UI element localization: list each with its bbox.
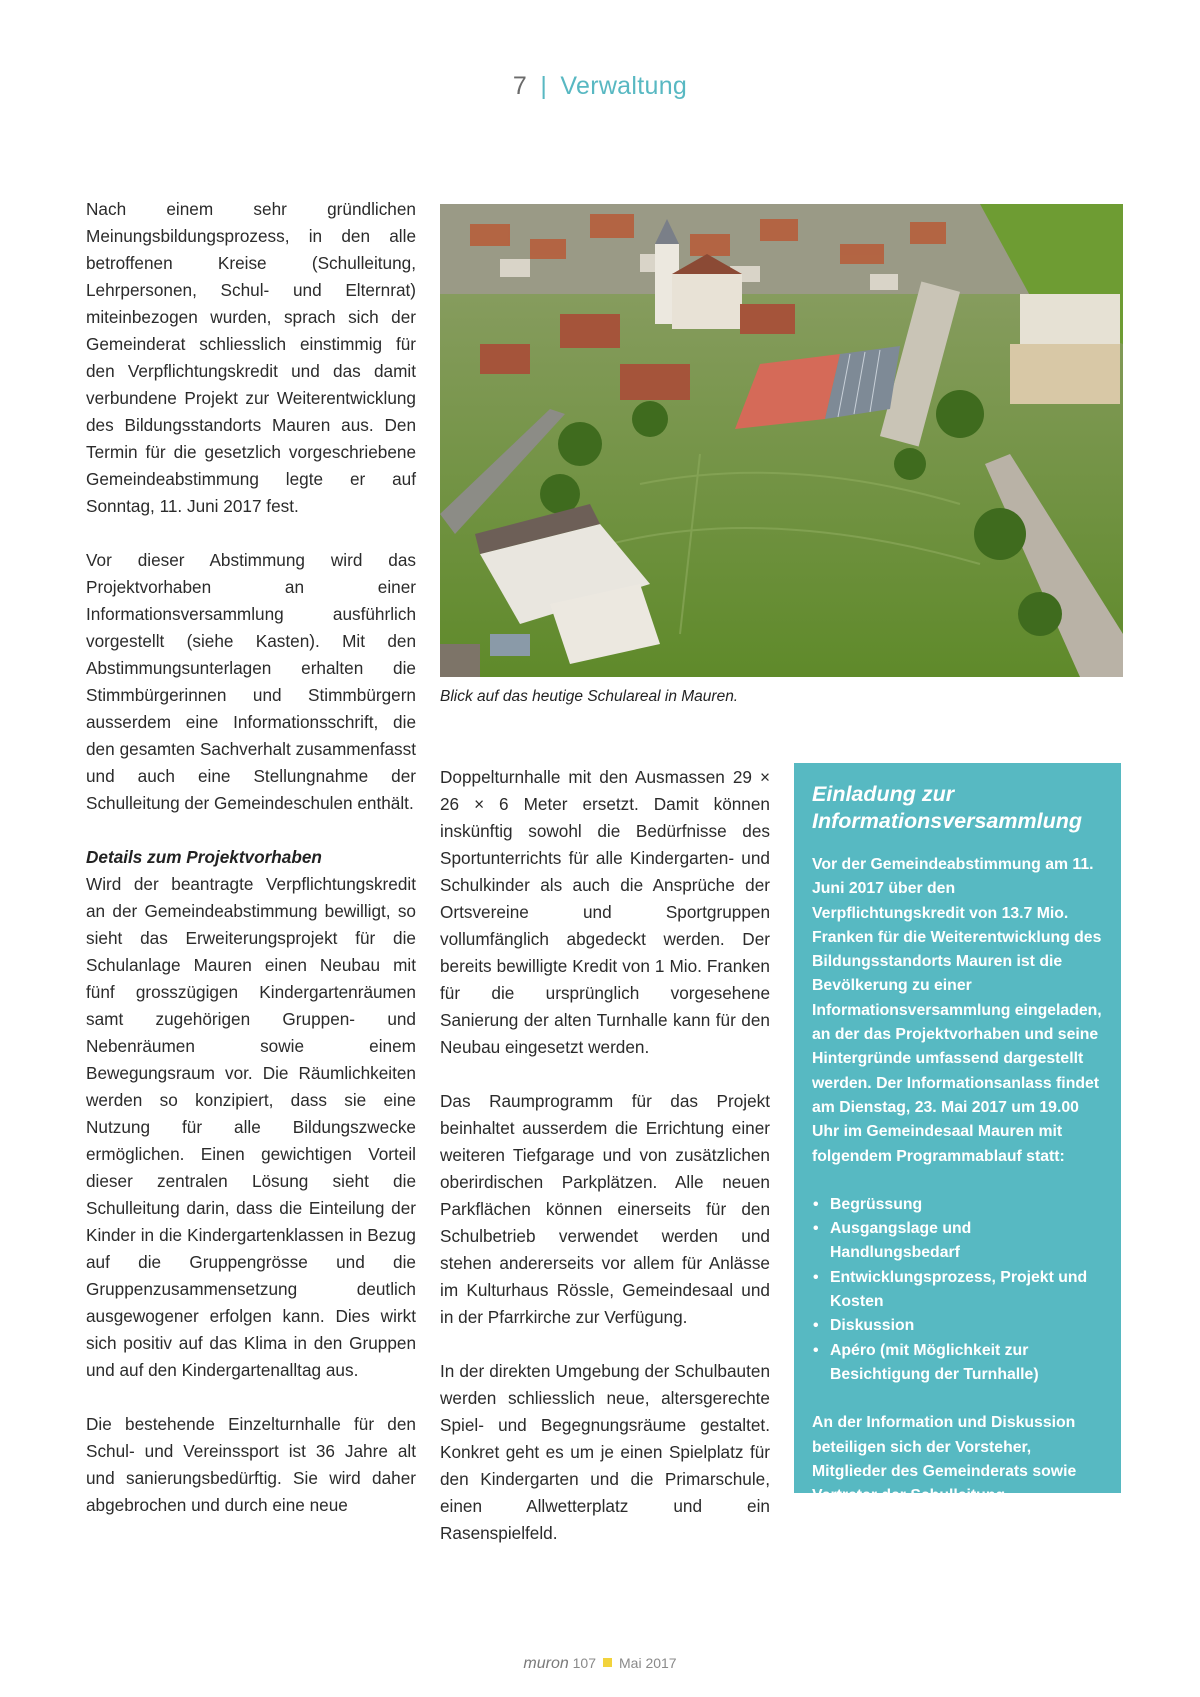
page-number: 7 <box>512 72 528 100</box>
list-item: • Entwicklungsprozess, Projekt und Kosten <box>812 1266 1103 1315</box>
list-item: • Begrüssung <box>812 1193 1103 1217</box>
info-box-title <box>812 781 1103 835</box>
section-title: Verwaltung <box>560 72 688 100</box>
footer-date: Mai 2017 <box>619 1655 677 1671</box>
paragraph: Doppelturnhalle mit den Ausmassen 29 × 26 × 6 Meter ersetzt. Damit können inskünftig sowohl die Bedürfnisse des Sportunterrichts für alle Kindergarten- und Schulkinder als auch die Ansprüche der Ortsvereine und Sportgruppen vollumfänglich abgedeckt werden. Der bereits bewilligte Kredit von 1 Mio. Franken für die ursprünglich vorgesehene Sanierung der alten Turnhalle kann für den Neubau eingesetzt werden. <box>440 767 770 1057</box>
footer-brand: muron <box>523 1655 569 1672</box>
info-box-outro: An der Information und Diskussion beteiligen sich der Vorsteher, Mitglieder des Gemeinderats sowie Vertreter der Schulleitung (Primarschule und Kindergarten), des Schul- und Elternrats und der Bauverwaltung. <box>812 1414 1095 1578</box>
paragraph: Nach einem sehr gründlichen Meinungsbildungsprozess, in den alle betroffenen Kreise (Schulleitung, Lehrpersonen, Schul- und Elternrat) miteinbezogen wurden, sprach sich der Gemeinderat schliesslich einstimmig für den Verpflichtungskredit und das damit verbundene Projekt zur Weiterentwicklung des Bildungsstandorts Mauren aus. Den Termin für die gesetzlich vorgeschriebene Gemeindeabstimmung legte er auf Sonntag, 11. Juni 2017 fest. <box>86 199 416 516</box>
text-column-middle <box>440 764 770 1547</box>
header-separator: | <box>540 72 548 100</box>
program-list <box>812 1193 1103 1387</box>
text-column-left <box>86 196 416 1519</box>
footer-issue: 107 <box>572 1655 596 1671</box>
page-footer <box>0 1655 1200 1673</box>
list-item: • Ausgangslage und Handlungsbedarf <box>812 1217 1103 1266</box>
aerial-photo <box>440 204 1123 677</box>
footer-square-icon <box>603 1658 612 1667</box>
paragraph: Vor dieser Abstimmung wird das Projektvorhaben an einer Informationsversammlung ausführlich vorgestellt (siehe Kasten). Mit den Abstimmungsunterlagen erhalten die Stimmbürgerinnen und Stimmbürgern ausserdem eine Informationsschrift, die den gesamten Sachverhalt zusammenfasst und auch eine Stellungnahme der Schulleitung der Gemeindeschulen enthält. <box>86 550 416 813</box>
subheading: Details zum Projektvorhaben <box>86 847 322 867</box>
paragraph: Wird der beantragte Verpflichtungskredit an der Gemeindeabstimmung bewilligt, so sieht das Erweiterungsprojekt für die Schulanlage Mauren einen Neubau mit fünf grosszügigen Kindergartenräumen samt zugehörigen Gruppen- und Nebenräumen sowie einem Bewegungsraum vor. Die Räumlichkeiten werden so konzipiert, dass sie eine Nutzung für alle Bildungszwecke ermöglichen. Einen gewichtigen Vorteil dieser zentralen Lösung sieht die Schulleitung darin, dass die Einteilung der Kinder in die Kindergartenklassen in Bezug auf die Gruppengrösse und die Gruppenzusammensetzung deutlich ausgewogener erfolgen kann. Dies wirkt sich positiv auf das Klima in den Gruppen und auf den Kindergartenalltag aus. <box>86 874 416 1380</box>
paragraph: Das Raumprogramm für das Projekt beinhaltet ausserdem die Errichtung einer weiteren Tiefgarage und von zusätzlichen oberirdischen Parkplätzen. Alle neuen Parkflächen können einerseits für den Schulbetrieb verwendet werden und stehen andererseits vor allem für Anlässe im Kulturhaus Rössle, Gemeindesaal und in der Pfarrkirche zur Verfügung. <box>440 1091 770 1327</box>
info-box-title-line2: Informationsversammlung <box>812 809 1082 833</box>
info-box-intro: Vor der Gemeindeabstimmung am 11. Juni 2017 über den Verpflichtungskredit von 13.7 Mio. Franken für die Weiterentwicklung des Bildungsstandorts Mauren ist die Bevölkerung zu einer Informationsversammlung eingeladen, an der das Projektvorhaben und seine Hintergründe umfassend dargestellt werden. Der Informationsanlass findet am Dienstag, 23. Mai 2017 um 19.00 Uhr im Gemeindesaal Mauren mit folgendem Programmablauf statt: <box>812 856 1102 1165</box>
list-item: • Apéro (mit Möglichkeit zur Besichtigung der Turnhalle) <box>812 1339 1103 1388</box>
paragraph: Die bestehende Einzelturnhalle für den Schul- und Vereinssport ist 36 Jahre alt und sanierungsbedürftig. Sie wird daher abgebrochen und durch eine neue <box>86 1414 416 1515</box>
list-item: • Diskussion <box>812 1314 1103 1338</box>
info-box <box>794 763 1121 1578</box>
info-box-title-line1: Einladung zur <box>812 782 955 806</box>
photo-caption: Blick auf das heutige Schulareal in Mauren. <box>440 688 739 705</box>
aerial-photo-illustration <box>440 204 1123 677</box>
paragraph: In der direkten Umgebung der Schulbauten werden schliesslich neue, altersgerechte Spiel- und Begegnungsräume gestaltet. Konkret geht es um je einen Spielplatz für den Kindergarten und die Primarschule, einen Allwetterplatz und ein Rasenspielfeld. <box>440 1361 770 1543</box>
page-header <box>0 72 1200 101</box>
